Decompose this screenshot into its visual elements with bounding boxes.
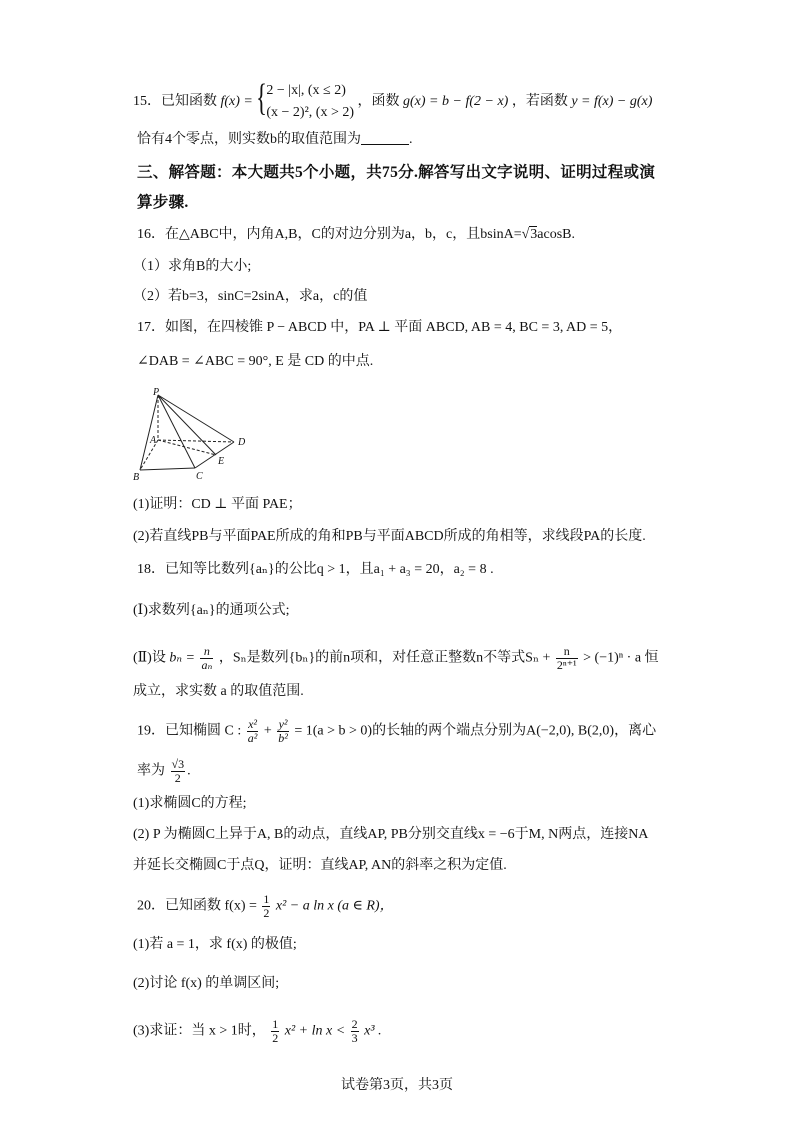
q18-frac-n-2n1 — [556, 645, 578, 672]
label-P: P — [153, 387, 160, 398]
q19-part2-line1: (2) P 为椭圆C上异于A, B的动点，直线AP, PB分别交直线x = −6于M, N两点，连接NA — [133, 827, 649, 842]
section3-title-line1: 三、解答题：本大题共5个小题，共75分.解答写出文字说明、证明过程或演 — [137, 164, 656, 181]
q18-p2a: (Ⅱ)设 — [133, 650, 166, 666]
frac-num: y² — [278, 717, 288, 731]
section3-title-line2: 算步骤. — [137, 194, 189, 211]
q20-p3c: x³ . — [364, 1023, 382, 1039]
q19-part1: (1)求椭圆C的方程; — [133, 796, 247, 811]
q15-fx: f(x) = — [220, 94, 253, 110]
q17-part1: (1)证明：CD ⊥ 平面 PAE； — [133, 497, 302, 512]
q15-mid: ，函数 — [357, 94, 400, 110]
frac-num: 1 — [272, 1017, 279, 1031]
q15-case2: (x − 2)², (x > 2) — [266, 105, 355, 120]
q19-frac-e — [171, 758, 186, 785]
q15-prefix: 15．已知函数 — [133, 94, 217, 110]
q15-end: . — [409, 132, 413, 147]
q15-case1: 2 − |x|, (x ≤ 2) — [266, 83, 346, 98]
page-footer: 试卷第3页，共3页 — [341, 1078, 453, 1093]
q15-yx: y = f(x) − g(x) — [571, 94, 653, 110]
q15-line2-text: 恰有4个零点，则实数b的取值范围为 — [137, 132, 361, 147]
frac-den: aₙ — [201, 658, 213, 672]
q15-line1 — [133, 77, 653, 124]
frac-den: 2 — [272, 1031, 279, 1045]
edge-PB — [140, 395, 158, 470]
q20-part2: (2)讨论 f(x) 的单调区间; — [133, 976, 280, 991]
q17-line1: 17．如图，在四棱锥 P − ABCD 中，PA ⊥ 平面 ABCD, AB = 4, BC = 3, AD = 5， — [137, 320, 623, 335]
q18-line1: 18．已知等比数列{aₙ}的公比q > 1，且a₁ + a₃ = 20，a₂ = 8 . — [137, 562, 494, 577]
frac-den: a² — [247, 731, 258, 745]
q20-p3a: (3)求证：当 x > 1时， — [133, 1023, 266, 1039]
frac-num: 1 — [263, 892, 270, 906]
q19-plus: + — [263, 723, 272, 739]
q20-part3 — [133, 1018, 382, 1045]
edge-AD — [158, 440, 234, 442]
q16-stem: 16．在△ABC中，内角A,B，C的对边分别为a，b，c，且bsinA=√3acosB. — [137, 227, 576, 242]
brace-symbol: { — [256, 77, 268, 119]
q18-part2-cont: 成立，求实数 a 的取值范围. — [133, 684, 304, 699]
q15-line2 — [137, 130, 413, 150]
frac-num: n — [556, 645, 578, 659]
q15-mid2: ，若函数 — [511, 94, 568, 110]
label-A: A — [150, 435, 157, 446]
q18-frac-n-an — [200, 645, 213, 672]
frac-den: 2 — [174, 771, 181, 785]
frac-num: x² — [248, 717, 257, 731]
label-C: C — [196, 471, 203, 482]
frac-den: b² — [278, 731, 288, 745]
q16-part2: （2）若b=3，sinC=2sinA，求a，c的值 — [133, 289, 368, 304]
frac-num: n — [200, 645, 213, 659]
q20-p3b: x² + ln x < — [284, 1023, 346, 1039]
q15-piecewise — [256, 77, 355, 124]
q16-sqrt3: 3 — [530, 227, 538, 242]
q20-frac-half2 — [271, 1018, 279, 1045]
frac-num: √3 — [171, 757, 185, 771]
q19-line2 — [137, 758, 191, 785]
q19-part2-line2: 并延长交椭圆C于点Q，证明：直线AP, AN的斜率之积为定值. — [133, 858, 507, 873]
edge-BC — [140, 468, 195, 470]
q20-a: 20．已知函数 f(x) = — [137, 898, 257, 914]
q16-stem-text: 16．在△ABC中，内角A,B，C的对边分别为a，b，c，且bsinA= — [137, 227, 522, 242]
answer-blank — [361, 130, 409, 145]
label-E: E — [218, 456, 225, 467]
pyramid-figure — [130, 385, 260, 485]
q19-c: 率为 — [137, 763, 165, 779]
frac-den: 3 — [351, 1031, 358, 1045]
q15-gx: g(x) = b − f(2 − x) — [403, 94, 509, 110]
q20-b: x² − a ln x (a ∈ R)， — [275, 898, 394, 914]
q20-line1 — [137, 893, 394, 920]
q20-frac-twothirds — [351, 1018, 359, 1045]
q18-bn: bₙ = — [169, 650, 195, 666]
q19-a: 19．已知椭圆 C : — [137, 723, 242, 739]
label-D: D — [238, 437, 246, 448]
q19-line1 — [137, 718, 656, 745]
frac-den: 2 — [263, 906, 270, 920]
q16-stem-end: acosB. — [537, 227, 576, 242]
q18-p2c: > (−1)ⁿ · a 恒 — [583, 650, 659, 666]
q17-part2: (2)若直线PB与平面PAE所成的角和PB与平面ABCD所成的角相等，求线段PA的长度. — [133, 529, 646, 544]
edge-CD — [195, 442, 234, 468]
q18-p2b: ，Sₙ是数列{bₙ}的前n项和，对任意正整数n不等式Sₙ + — [218, 650, 551, 666]
q16-part1: （1）求角B的大小; — [133, 259, 252, 274]
q19-frac-x — [247, 718, 259, 745]
q18-part2 — [133, 645, 659, 672]
q20-frac-half — [262, 893, 270, 920]
q19-d: . — [187, 763, 191, 779]
q19-b: = 1(a > b > 0)的长轴的两个端点分别为A(−2,0), B(2,0)，离心 — [294, 723, 657, 739]
q18-part1: (Ⅰ)求数列{aₙ}的通项公式; — [133, 603, 290, 618]
label-B: B — [133, 472, 140, 483]
q20-part1: (1)若 a = 1，求 f(x) 的极值; — [133, 937, 297, 952]
q17-line2: ∠DAB = ∠ABC = 90°, E 是 CD 的中点. — [137, 354, 374, 369]
frac-num: 2 — [351, 1017, 358, 1031]
frac-den: 2ⁿ⁺¹ — [556, 658, 577, 672]
q19-frac-y — [277, 718, 289, 745]
